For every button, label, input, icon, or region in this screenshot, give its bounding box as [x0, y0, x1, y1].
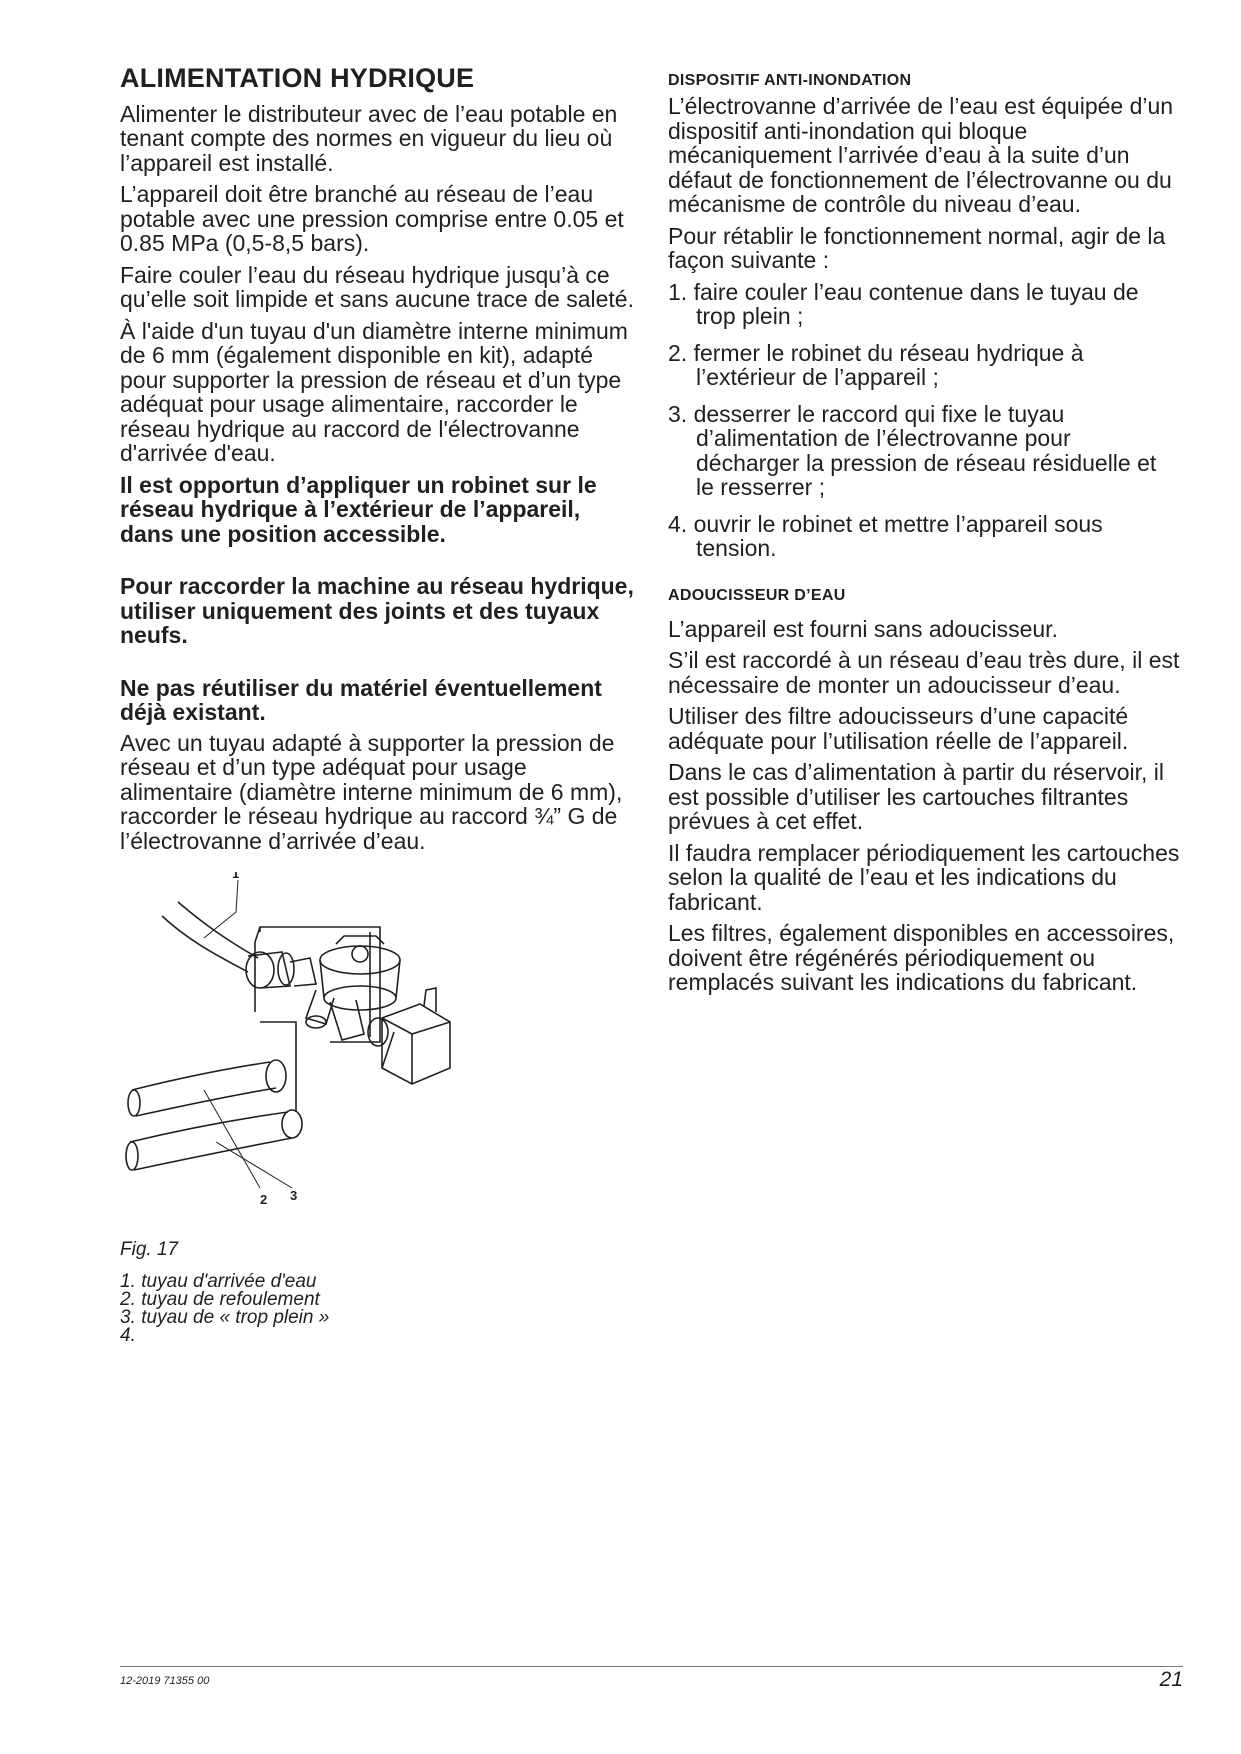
step-item: 2. fermer le robinet du réseau hydrique à l’extérieur de l’appareil ;	[668, 339, 1084, 390]
paragraph: Utiliser des filtre adoucisseurs d’une capacité adéquate pour l’utilisation réelle de l’appareil.	[668, 703, 1129, 754]
paragraph: Les filtres, également disponibles en accessoires, doivent être régénérés périodiquement ou remplacés suivant les indications du fabricant.	[668, 920, 1175, 995]
legend-number: 2.	[120, 1289, 136, 1311]
paragraph: Avec un tuyau adapté à supporter la pression de réseau et d’un type adéquat pour usage alimentaire (diamètre interne minimum de 6 mm), raccorder le réseau hydrique au raccord ¾” G de l’électrovanne d’arrivée d’eau.	[120, 729, 623, 854]
solenoid-valve-diagram	[120, 872, 520, 1232]
subheading-anti-flood: DISPOSITIF ANTI-INONDATION	[668, 72, 912, 89]
paragraph: L’appareil est fourni sans adoucisseur.	[668, 615, 1058, 642]
solenoid-coil	[382, 1004, 450, 1084]
overflow-hose	[130, 1112, 288, 1142]
step-item: 3. desserrer le raccord qui fixe le tuyau d’alimentation de l’électrovanne pour décharger la pression de réseau résiduelle et le resserrer ;	[668, 400, 1157, 500]
legend-text: tuyau de « trop plein »	[141, 1307, 330, 1329]
legend-item	[120, 1309, 636, 1327]
legend-number: 1.	[120, 1271, 136, 1293]
callout-2: 2	[260, 1192, 268, 1208]
step-item: 1. faire couler l’eau contenue dans le tuyau de trop plein ;	[668, 278, 1139, 329]
paragraph: Faire couler l’eau du réseau hydrique jusqu’à ce qu’elle soit limpide et sans aucune trace de saleté.	[120, 261, 634, 313]
warning-paragraph: Il est opportun d’appliquer un robinet sur le réseau hydrique à l’extérieur de l’appareil, dans une position accessible.	[120, 471, 597, 547]
outlet-hose	[132, 1062, 270, 1090]
callout-3: 3	[290, 1188, 298, 1204]
legend-item	[120, 1327, 636, 1345]
figure-legend	[120, 1273, 636, 1345]
right-column	[668, 62, 1180, 1002]
footer-divider	[120, 1666, 1183, 1667]
callout-1: 1	[232, 872, 240, 882]
paragraph: S’il est raccordé à un réseau d’eau très dure, il est nécessaire de monter un adoucisseur d’eau.	[668, 647, 1180, 698]
subheading-water-softener: ADOUCISSEUR D’EAU	[668, 586, 846, 604]
inlet-nut	[246, 952, 274, 988]
paragraph: L’appareil doit être branché au réseau de l’eau potable avec une pression comprise entre 0.05 et 0.85 MPa (0,5-8,5 bars).	[120, 181, 624, 257]
warning-paragraph: Pour raccorder la machine au réseau hydrique, utiliser uniquement des joints et des tuyaux neufs.	[120, 573, 634, 649]
valve-dome	[320, 946, 400, 974]
step-item: 4. ouvrir le robinet et mettre l’appareil sous tension.	[668, 510, 1103, 561]
procedure-steps	[668, 280, 1180, 561]
paragraph: L’électrovanne d’arrivée de l’eau est équipée d’un dispositif anti-inondation qui bloque mécaniquement l’arrivée d’eau à la suite d’un défaut de fonctionnement de l’électrovanne ou du mécanisme de contrôle du niveau d’eau.	[668, 93, 1174, 217]
section-title: ALIMENTATION HYDRIQUE	[120, 63, 475, 93]
page-number: 21	[1159, 1668, 1183, 1691]
legend-number: 4.	[120, 1325, 136, 1347]
paragraph: Alimenter le distributeur avec de l’eau potable en tenant compte des normes en vigueur du lieu où l’appareil est installé.	[120, 100, 618, 176]
legend-text: tuyau de refoulement	[141, 1289, 320, 1311]
legend-number: 3.	[120, 1307, 136, 1329]
paragraph: Dans le cas d’alimentation à partir du réservoir, il est possible d’utiliser les cartouches filtrantes prévues à cet effet.	[668, 759, 1165, 834]
document-code: 12-2019 71355 00	[120, 1675, 210, 1687]
warning-paragraph: Ne pas réutiliser du matériel éventuellement déjà existant.	[120, 674, 602, 726]
paragraph: À l'aide d'un tuyau d'un diamètre interne minimum de 6 mm (également disponible en kit), adapté pour supporter la pression de réseau et d’un type adéquat pour usage alimentaire, raccorder le réseau hydrique au raccord de l'électrovanne d'arrivée d'eau.	[120, 317, 628, 467]
legend-text: tuyau d'arrivée d'eau	[141, 1271, 317, 1293]
paragraph: Pour rétablir le fonctionnement normal, agir de la façon suivante :	[668, 222, 1166, 273]
paragraph: Il faudra remplacer périodiquement les cartouches selon la qualité de l’eau et les indications du fabricant.	[668, 839, 1180, 915]
figure-caption: Fig. 17	[120, 1239, 179, 1261]
left-column	[120, 62, 636, 1345]
